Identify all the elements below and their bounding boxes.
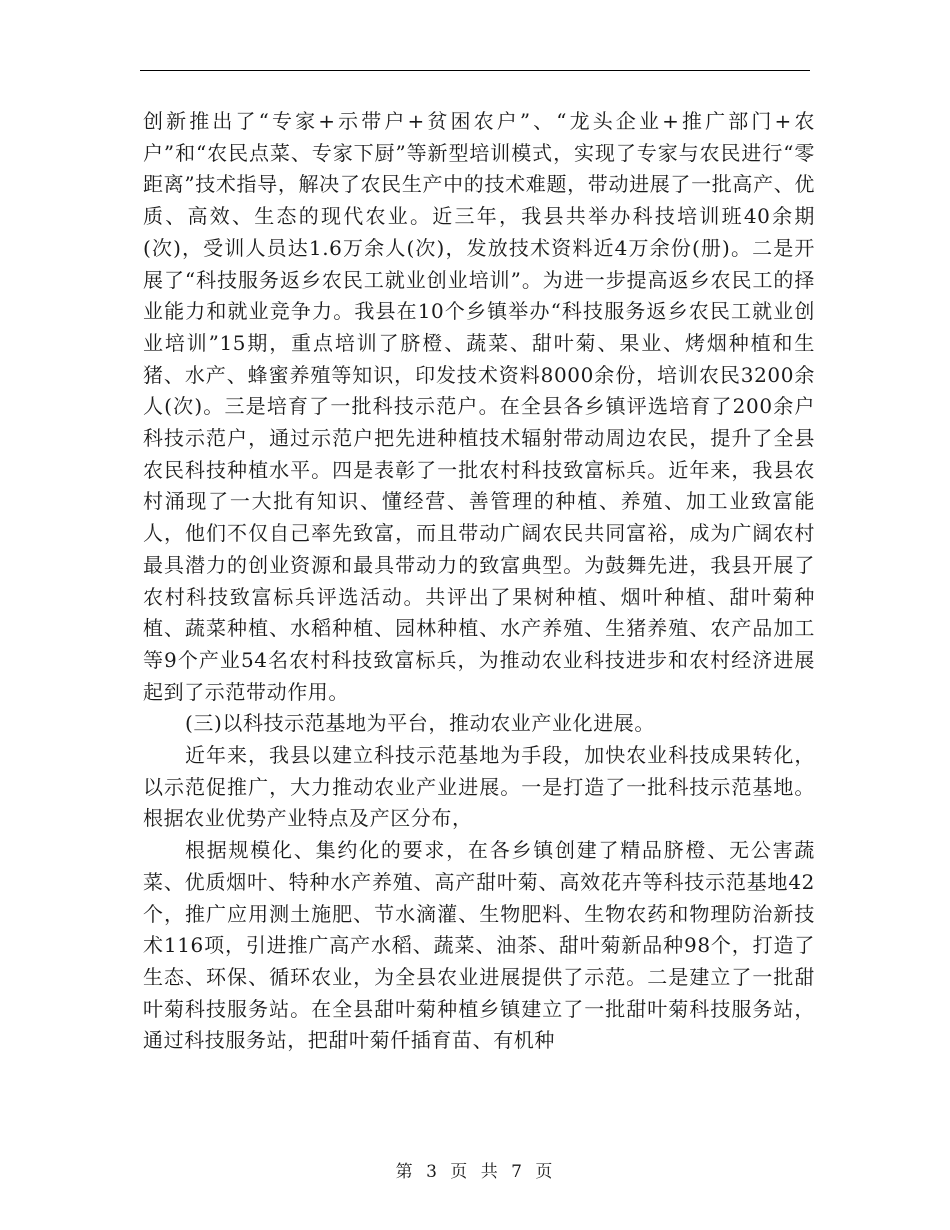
- paragraph-3: 根据规模化、集约化的要求，在各乡镇创建了精品脐橙、无公害蔬菜、优质烟叶、特种水产养殖、高产甜叶菊、高效花卉等科技示范基地42个，推广应用测土施肥、节水滴灌、生物肥料、生物农药和物理防治新技术116项，引进推广高产水稻、蔬菜、油茶、甜叶菊新品种98个，打造了生态、环保、循环农业，为全县农业进展提供了示范。二是建立了一批甜叶菊科技服务站。在全县甜叶菊种植乡镇建立了一批甜叶菊科技服务站，通过科技服务站，把甜叶菊仟插育苗、有机种: [143, 838, 815, 1053]
- header-rule: [140, 70, 810, 71]
- footer-label-mid: 页: [450, 1162, 470, 1182]
- footer-page-number: 3: [426, 1162, 439, 1182]
- footer-total-pages: 7: [511, 1162, 524, 1182]
- footer-total-label: 共: [480, 1162, 500, 1182]
- footer-label-pre: 第: [395, 1162, 415, 1182]
- paragraph-1: 创新推出了“专家+示带户+贫困农户”、“龙头企业+推广部门+农户”和“农民点菜、专家下厨”等新型培训模式，实现了专家与农民进行“零距离”技术指导，解决了农民生产中的技术难题，带动进展了一批高产、优质、高效、生态的现代农业。近三年，我县共举办科技培训班40余期(次)，受训人员达1.6万余人(次)，发放技术资料近4万余份(册)。二是开展了“科技服务返乡农民工就业创业培训”。为进一步提高返乡农民工的择业能力和就业竞争力。我县在10个乡镇举办“科技服务返乡农民工就业创业培训”15期，重点培训了脐橙、蔬菜、甜叶菊、果业、烤烟种植和生猪、水产、蜂蜜养殖等知识，印发技术资料8000余份，培训农民3200余人(次)。三是培育了一批科技示范户。在全县各乡镇评选培育了200余户科技示范户，通过示范户把先进种植技术辐射带动周边农民，提升了全县农民科技种植水平。四是表彰了一批农村科技致富标兵。近年来，我县农村涌现了一大批有知识、懂经营、善管理的种植、养殖、加工业致富能人，他们不仅自己率先致富，而且带动广阔农民共同富裕，成为广阔农村最具潜力的创业资源和最具带动力的致富典型。为鼓舞先进，我县开展了农村科技致富标兵评选活动。共评出了果树种植、烟叶种植、甜叶菊种植、蔬菜种植、水稻种植、园林种植、水产养殖、生猪养殖、农产品加工等9个产业54名农村科技致富标兵，为推动农业科技进步和农村经济进展起到了示范带动作用。: [143, 109, 815, 704]
- footer-label-post: 页: [535, 1162, 555, 1182]
- paragraph-2: 近年来，我县以建立科技示范基地为手段，加快农业科技成果转化，以示范促推广，大力推动农业产业进展。一是打造了一批科技示范基地。根据农业优势产业特点及产区分布，: [143, 743, 815, 831]
- page-footer: [0, 1157, 950, 1182]
- section-heading: (三)以科技示范基地为平台，推动农业产业化进展。: [185, 711, 656, 736]
- document-body: [143, 106, 815, 1057]
